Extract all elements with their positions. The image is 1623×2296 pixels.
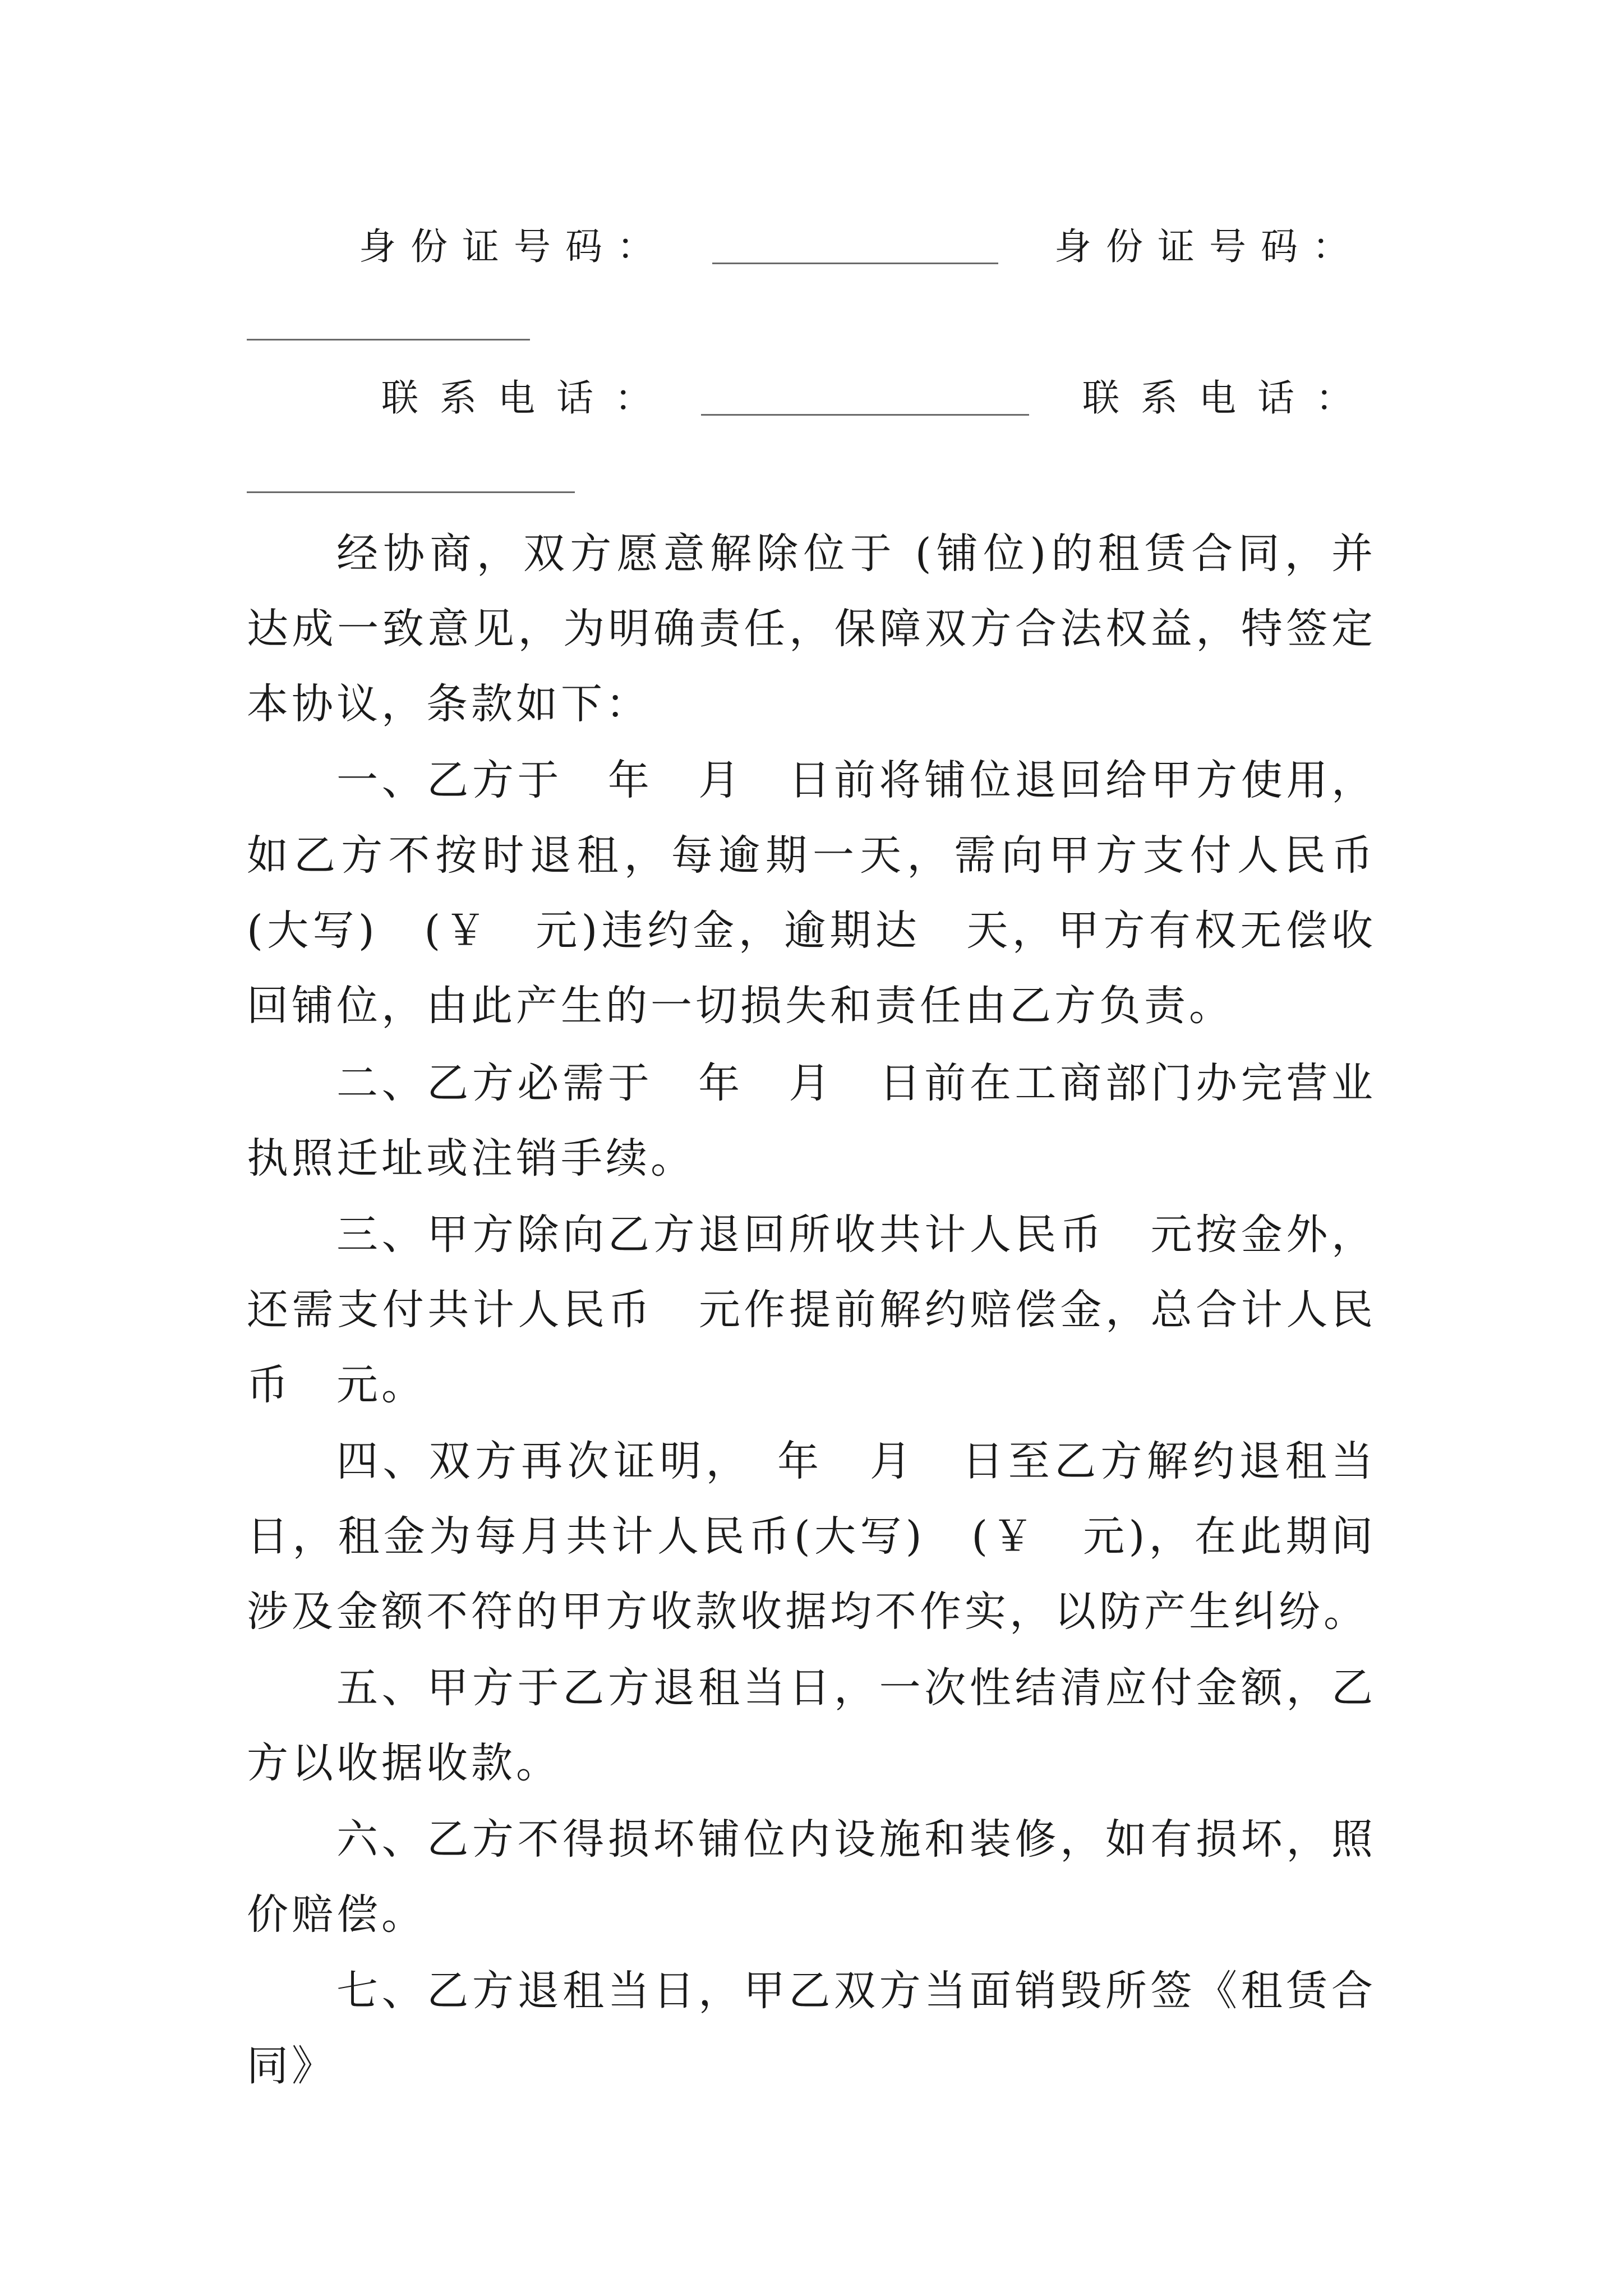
phone-row [247,365,1376,432]
phone-label-party-a: 联系电话： [381,376,673,420]
id-number-blank-party-a [712,263,998,264]
clause-7: 七、乙方退租当日，甲乙双方当面销毁所签《租赁合同》 [247,1967,1376,2090]
phone-label-party-b: 联系电话： [1082,376,1374,420]
clause-3: 三、甲方除向乙方退回所收共计人民币 元按金外，还需支付共计人民币 元作提前解约赔偿金，总合计人民币 元。 [247,1211,1376,1409]
id-number-label-party-a: 身份证号码： [359,225,668,268]
paragraph-intro: 经协商，双方愿意解除位于 (铺位)的租赁合同，并达成一致意见，为明确责任，保障双方合法权益，特签定本协议，条款如下： [247,530,1376,728]
clause-6: 六、乙方不得损坏铺位内设施和装修，如有损坏，照价赔偿。 [247,1815,1376,1939]
id-number-blank-party-b [247,339,530,341]
phone-blank-party-b [247,491,575,493]
phone-blank-party-a [701,414,1029,416]
id-number-row [247,213,1376,280]
clause-5: 五、甲方于乙方退租当日，一次性结清应付金额，乙方以收据收款。 [247,1664,1376,1787]
clause-4: 四、双方再次证明， 年 月 日至乙方解约退租当日，租金为每月共计人民币(大写) (￥ 元)，在此期间涉及金额不符的甲方收款收据均不作实，以防产生纠纷。 [247,1437,1376,1636]
clause-1: 一、乙方于 年 月 日前将铺位退回给甲方使用，如乙方不按时退租，每逾期一天，需向甲方支付人民币(大写) (￥ 元)违约金，逾期达 天，甲方有权无偿收回铺位，由此产生的一切损失和责任由乙方负责。 [247,756,1376,1030]
id-number-label-party-b: 身份证号码： [1054,225,1364,268]
clause-2: 二、乙方必需于 年 月 日前在工商部门办完营业执照迁址或注销手续。 [247,1059,1376,1182]
